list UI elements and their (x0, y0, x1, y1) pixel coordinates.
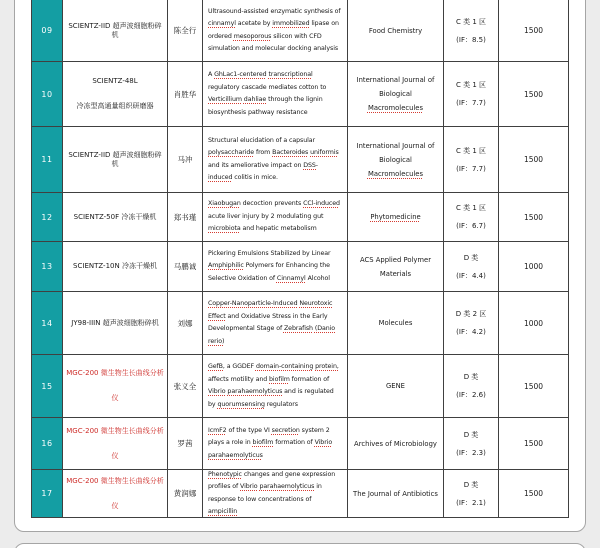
table-row (32, 292, 569, 355)
table-row (32, 62, 569, 127)
equipment-cell (63, 292, 168, 354)
table-body (32, 0, 569, 518)
paper-title-text: IcmF2 of the type VI secretion system 2 plays a role in biofilm formation of Vibrio parahaemolyticus (208, 426, 333, 459)
category-class-line: C 类 1 区 (455, 81, 487, 89)
row-number-cell: 12 (32, 193, 63, 241)
amount-cell: 1500 (499, 62, 569, 126)
category-class-line: C 类 1 区 (455, 17, 487, 26)
category-class-line: C 类 1 区 (455, 146, 487, 155)
category-class-line: D 类 2 区 (455, 310, 487, 318)
journal-cell (348, 242, 444, 291)
impact-factor-line: (IF：2.3) (456, 448, 486, 457)
table-row (32, 418, 569, 470)
equipment-line2: 仪 (111, 451, 119, 460)
journal-cell (348, 418, 444, 469)
journal-cell (348, 193, 444, 241)
category-cell (444, 62, 499, 126)
journal-name: Archives of Microbiology (354, 439, 437, 448)
amount-cell: 1500 (499, 355, 569, 417)
row-number-cell: 11 (32, 127, 63, 192)
category-cell (444, 355, 499, 417)
equipment-cell (63, 355, 168, 417)
category-cell (444, 418, 499, 469)
category-cell (444, 193, 499, 241)
journal-name: ACS Applied Polymer Materials (360, 255, 431, 278)
paper-title-text: GefB, a GGDEF domain-containing protein, affects motility and biofilm formation of Vibrio parahaemolyticus and is regulated by quorumsensing regulators (208, 363, 339, 408)
researcher-name-cell: 肖胜华 (168, 62, 203, 126)
paper-title-text: A GhLac1-centered transcriptional regulatory cascade mediates cotton to Verticillium dahliae through the lignin biosynthesis pathway resistance (208, 71, 327, 116)
row-number-cell: 10 (32, 62, 63, 126)
category-cell (444, 127, 499, 192)
researcher-name-cell: 黄润娜 (168, 470, 203, 517)
amount-cell: 1500 (499, 0, 569, 61)
table-row (32, 193, 569, 242)
researcher-name-cell: 陈全行 (168, 0, 203, 61)
category-class-line: D 类 (463, 373, 479, 381)
equipment-line1: SCIENTZ-50F 冷冻干燥机 (73, 212, 157, 221)
amount-cell: 1000 (499, 242, 569, 291)
equipment-line1: JY98-IIIN 超声波细胞粉碎机 (71, 318, 159, 327)
researcher-name-cell: 刘娜 (168, 292, 203, 354)
paper-title-cell (203, 242, 348, 291)
impact-factor-line: (IF：4.2) (456, 328, 486, 336)
paper-title-cell (203, 292, 348, 354)
paper-title-cell (203, 193, 348, 241)
category-class-line: C 类 1 区 (455, 204, 487, 212)
equipment-line1: SCIENTZ-48L (92, 77, 138, 85)
amount-cell: 1500 (499, 193, 569, 241)
row-number-cell: 16 (32, 418, 63, 469)
equipment-cell (63, 470, 168, 517)
journal-cell (348, 62, 444, 126)
paper-title-text: Ultrasound-assisted enzymatic synthesis of cinnamyl acetate by immobilized lipase on ordered mesoporous silicon with CFD simulation and molecular docking analysis (208, 7, 341, 52)
equipment-line1: SCIENTZ-10N 冷冻干燥机 (73, 262, 157, 270)
equipment-line1: MGC-200 微生物生长曲线分析 (66, 369, 164, 377)
row-number-cell: 17 (32, 470, 63, 517)
paper-title-cell (203, 62, 348, 126)
journal-name: Molecules (378, 319, 413, 327)
researcher-name-cell: 马冲 (168, 127, 203, 192)
amount-cell: 1500 (499, 127, 569, 192)
impact-factor-line: (IF：2.1) (456, 498, 486, 507)
amount-cell: 1500 (499, 470, 569, 517)
table-row (32, 127, 569, 193)
row-number-cell: 15 (32, 355, 63, 417)
category-cell (444, 242, 499, 291)
equipment-line2: 冷冻型高通量组织研磨器 (76, 102, 154, 110)
journal-name: Food Chemistry (368, 26, 423, 35)
row-number-cell: 13 (32, 242, 63, 291)
researcher-name-cell: 郑书瑾 (168, 193, 203, 241)
journal-name: Phytomedicine (370, 213, 421, 221)
equipment-cell (63, 62, 168, 126)
paper-title-text: Copper-Nanoparticle-Induced Neurotoxic Effect and Oxidative Stress in the Early Developmental Stage of Zebrafish (Danio rerio) (208, 300, 336, 345)
impact-factor-line: (IF：7.7) (456, 99, 486, 107)
paper-title-cell (203, 418, 348, 469)
paper-title-text: Xiaobugan decoction prevents CCl-induced acute liver injury by 2 modulating gut microbiota and hepatic metabolism (208, 200, 340, 233)
category-class-line: D 类 (463, 253, 479, 262)
researcher-name-cell: 张义全 (168, 355, 203, 417)
paper-title-cell (203, 355, 348, 417)
paper-title-cell (203, 0, 348, 61)
paper-title-text: Pickering Emulsions Stabilized by Linear Amphiphilic Polymers for Enhancing the Selective Oxidation of Cinnamyl Alcohol (208, 249, 331, 282)
equipment-cell (63, 127, 168, 192)
journal-name: GENE (386, 382, 405, 390)
amount-cell: 1500 (499, 418, 569, 469)
table-row (32, 242, 569, 292)
table-row (32, 470, 569, 518)
equipment-line2: 仪 (111, 394, 119, 402)
category-cell (444, 0, 499, 61)
journal-name: International Journal of Biological Macromolecules (356, 76, 435, 112)
table-row (32, 355, 569, 418)
paper-title-text: Structural elucidation of a capsular polysaccharide from Bacteroides uniformis and its ameliorative impact on DSS-induced colitis in mice. (208, 136, 339, 181)
row-number-cell: 14 (32, 292, 63, 354)
amount-cell: 1000 (499, 292, 569, 354)
journal-cell (348, 0, 444, 61)
researcher-name-cell: 罗茜 (168, 418, 203, 469)
impact-factor-line: (IF：4.4) (456, 271, 486, 280)
equipment-cell (63, 242, 168, 291)
equipment-cell (63, 0, 168, 61)
journal-name: International Journal of Biological Macromolecules (356, 141, 435, 178)
category-class-line: D 类 (463, 430, 479, 439)
equipment-line1: MGC-200 微生物生长曲线分析 (66, 476, 164, 485)
equipment-cell (63, 193, 168, 241)
paper-title-text: Phenotypic changes and gene expression profiles of Vibrio parahaemolyticus in response to low concentrations of ampicillin (208, 470, 336, 515)
table-row (32, 0, 569, 62)
equipment-line1: SCIENTZ-IID 超声波细胞粉碎机 (68, 150, 162, 168)
paper-title-cell (203, 470, 348, 517)
category-cell (444, 292, 499, 354)
category-cell (444, 470, 499, 517)
impact-factor-line: (IF：7.7) (456, 164, 486, 173)
equipment-line1: MGC-200 微生物生长曲线分析 (66, 426, 164, 435)
category-class-line: D 类 (463, 480, 479, 489)
researcher-name-cell: 马鹏诚 (168, 242, 203, 291)
equipment-cell (63, 418, 168, 469)
journal-name: The Journal of Antibiotics (353, 489, 438, 498)
equipment-line1: SCIENTZ-IID 超声波细胞粉碎机 (68, 21, 162, 39)
publications-table (31, 0, 569, 518)
impact-factor-line: (IF：6.7) (456, 222, 486, 230)
row-number-cell: 09 (32, 0, 63, 61)
journal-cell (348, 355, 444, 417)
next-page-card (14, 543, 586, 548)
equipment-line2: 仪 (111, 501, 119, 510)
journal-cell (348, 292, 444, 354)
journal-cell (348, 470, 444, 517)
paper-title-cell (203, 127, 348, 192)
impact-factor-line: (IF：8.5) (456, 35, 486, 44)
journal-cell (348, 127, 444, 192)
impact-factor-line: (IF：2.6) (456, 391, 486, 399)
